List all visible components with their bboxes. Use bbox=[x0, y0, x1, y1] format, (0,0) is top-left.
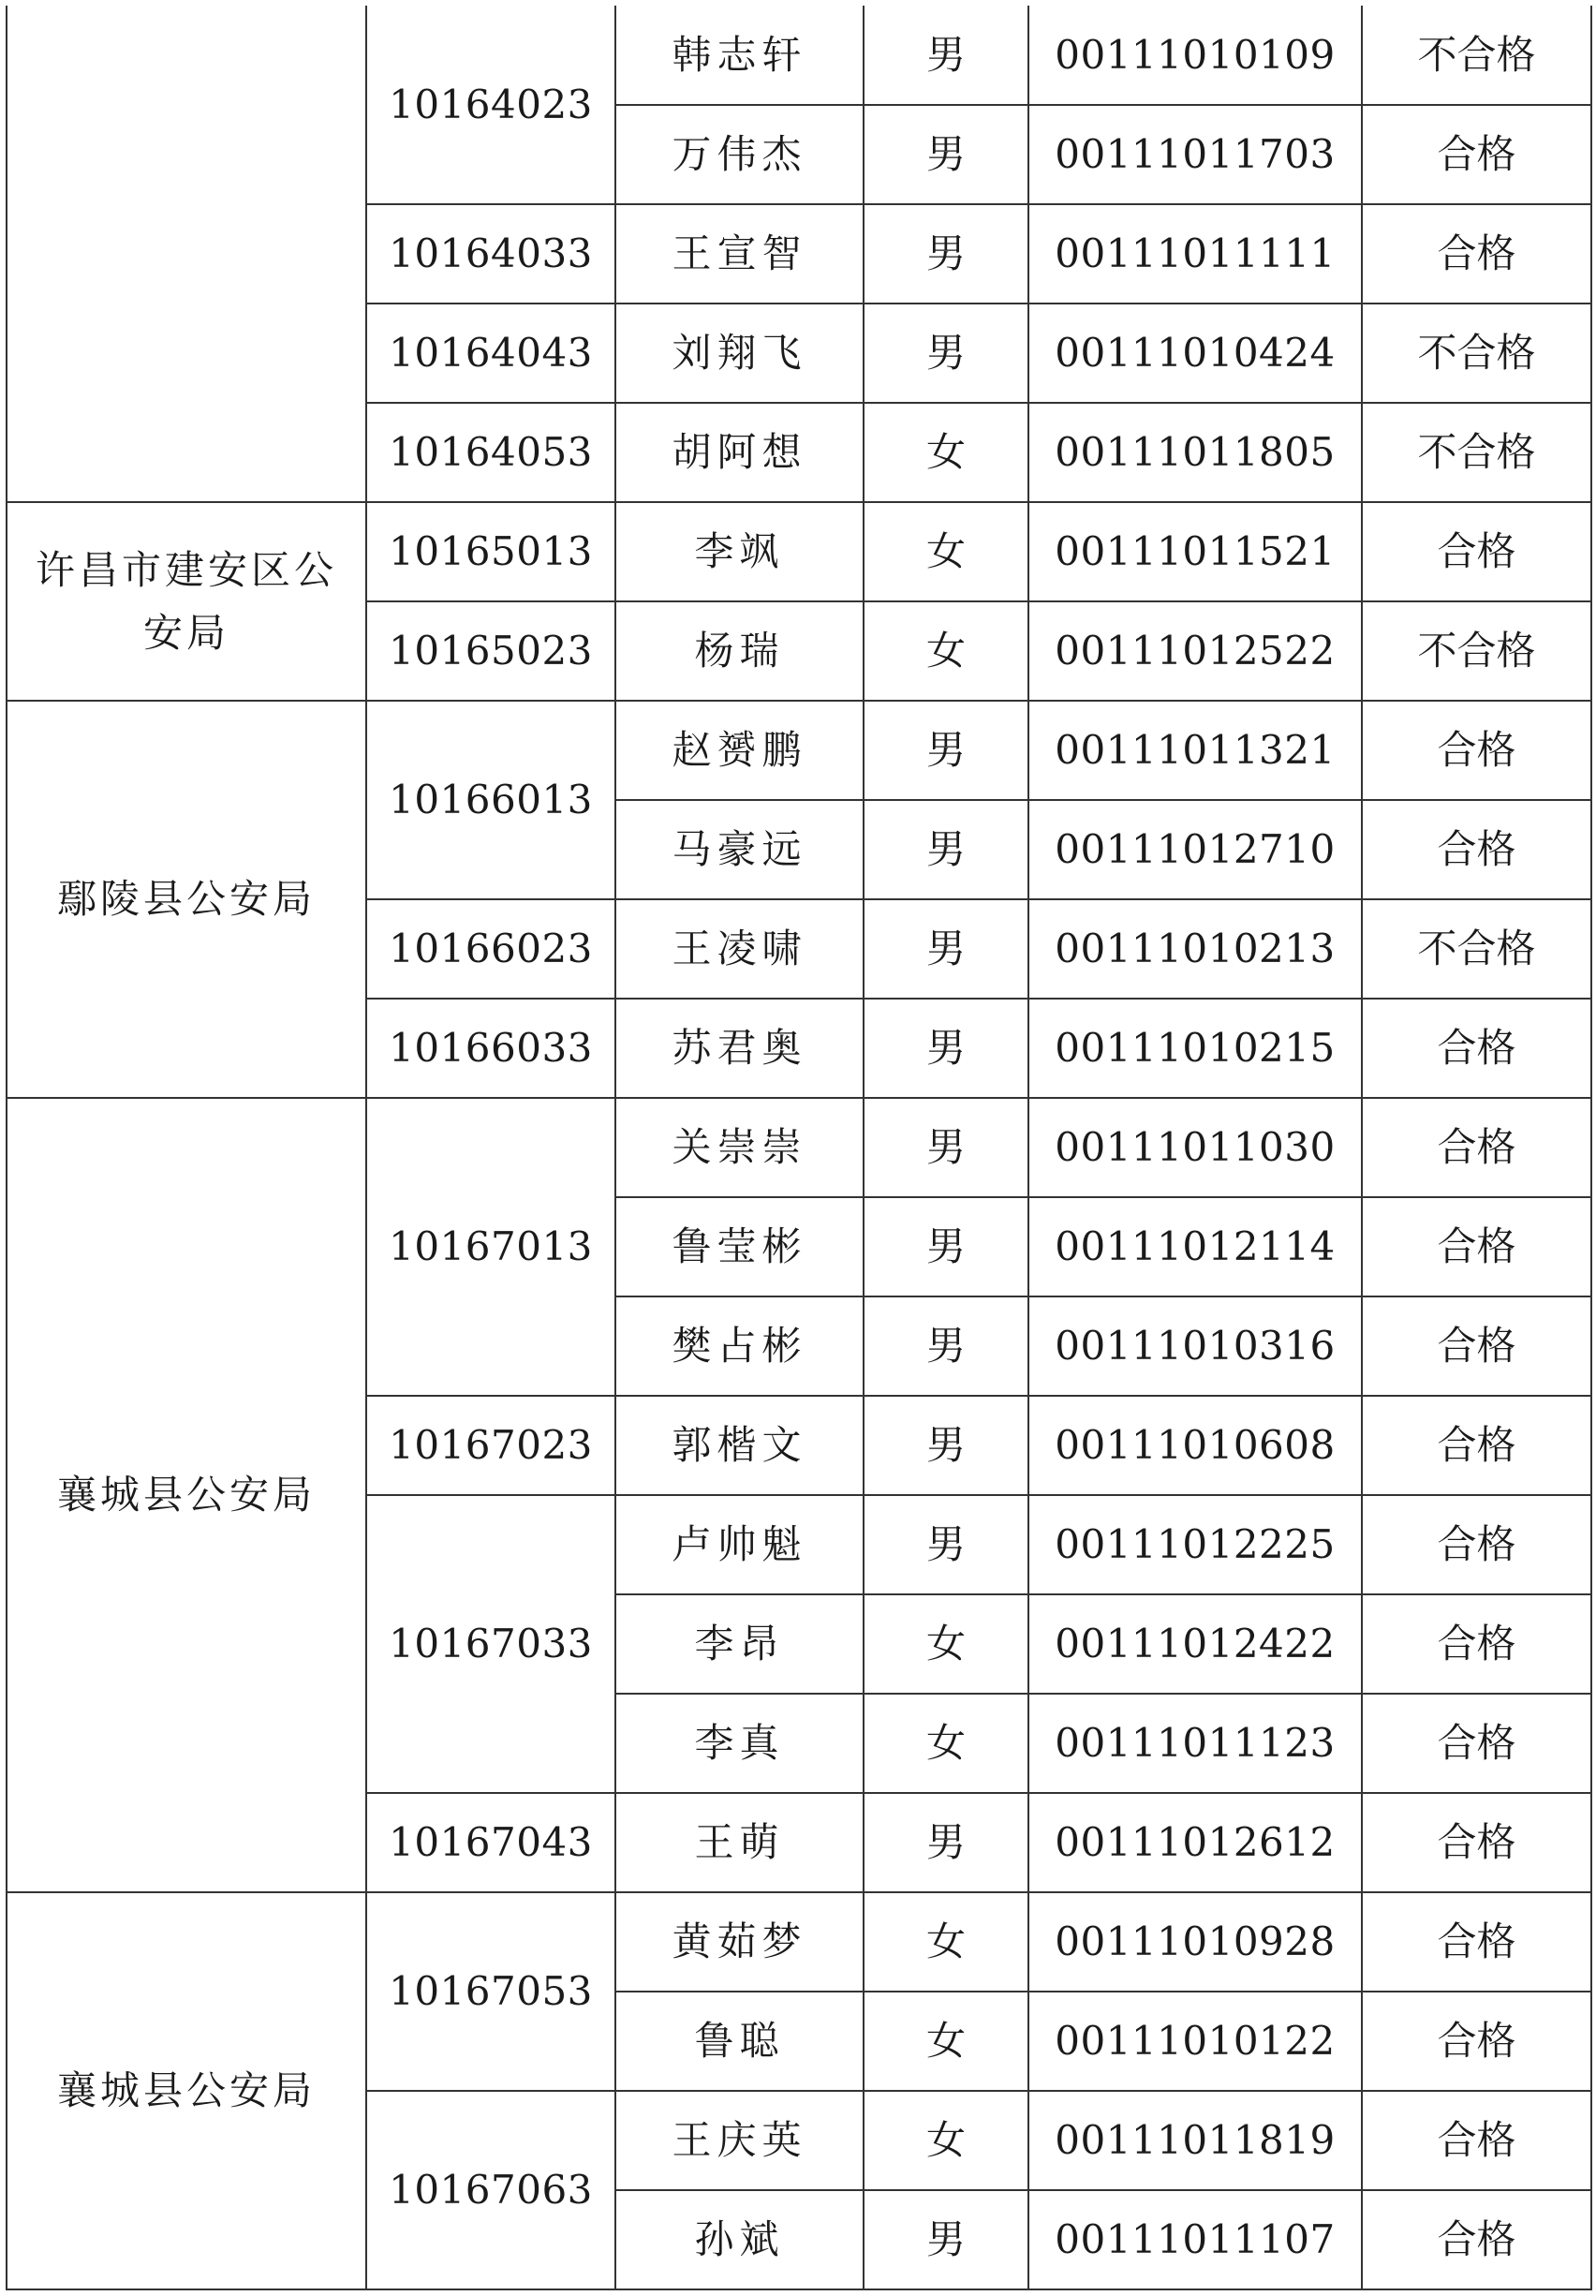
position-code-cell: 10164053 bbox=[366, 403, 615, 502]
name-cell: 苏君奥 bbox=[615, 999, 864, 1098]
gender-cell: 女 bbox=[864, 1992, 1028, 2091]
exam-number-cell: 00111010213 bbox=[1028, 899, 1362, 999]
exam-number-cell: 00111011703 bbox=[1028, 105, 1362, 204]
gender-cell: 男 bbox=[864, 1197, 1028, 1296]
result-cell: 合格 bbox=[1362, 1594, 1591, 1694]
name-cell: 孙斌 bbox=[615, 2190, 864, 2289]
gender-cell: 女 bbox=[864, 403, 1028, 502]
result-cell: 合格 bbox=[1362, 999, 1591, 1098]
exam-number-cell: 00111010122 bbox=[1028, 1992, 1362, 2091]
name-cell: 卢帅魁 bbox=[615, 1495, 864, 1594]
gender-cell: 女 bbox=[864, 601, 1028, 701]
exam-number-cell: 00111010316 bbox=[1028, 1296, 1362, 1396]
gender-cell: 男 bbox=[864, 999, 1028, 1098]
exam-number-cell: 00111011321 bbox=[1028, 701, 1362, 800]
result-cell: 合格 bbox=[1362, 800, 1591, 899]
name-cell: 李昂 bbox=[615, 1594, 864, 1694]
name-cell: 鲁莹彬 bbox=[615, 1197, 864, 1296]
table-row bbox=[7, 1098, 1591, 1197]
name-cell: 万伟杰 bbox=[615, 105, 864, 204]
result-cell: 不合格 bbox=[1362, 6, 1591, 105]
name-cell: 胡阿想 bbox=[615, 403, 864, 502]
result-cell: 合格 bbox=[1362, 1197, 1591, 1296]
gender-cell: 男 bbox=[864, 1098, 1028, 1197]
gender-cell: 男 bbox=[864, 2190, 1028, 2289]
table-row bbox=[7, 6, 1591, 105]
table-row bbox=[7, 1892, 1591, 1992]
result-cell: 合格 bbox=[1362, 1793, 1591, 1892]
gender-cell: 女 bbox=[864, 1892, 1028, 1992]
exam-number-cell: 00111011819 bbox=[1028, 2091, 1362, 2190]
exam-number-cell: 00111011521 bbox=[1028, 502, 1362, 601]
gender-cell: 男 bbox=[864, 1296, 1028, 1396]
name-cell: 郭楷文 bbox=[615, 1396, 864, 1495]
exam-number-cell: 00111012225 bbox=[1028, 1495, 1362, 1594]
position-code-cell: 10167063 bbox=[366, 2091, 615, 2289]
exam-number-cell: 00111010928 bbox=[1028, 1892, 1362, 1992]
result-cell: 不合格 bbox=[1362, 403, 1591, 502]
name-cell: 王萌 bbox=[615, 1793, 864, 1892]
name-cell: 刘翔飞 bbox=[615, 304, 864, 403]
result-cell: 合格 bbox=[1362, 1098, 1591, 1197]
result-cell: 合格 bbox=[1362, 105, 1591, 204]
exam-number-cell: 00111010608 bbox=[1028, 1396, 1362, 1495]
result-cell: 合格 bbox=[1362, 1495, 1591, 1594]
gender-cell: 男 bbox=[864, 800, 1028, 899]
result-cell: 不合格 bbox=[1362, 601, 1591, 701]
result-cell: 合格 bbox=[1362, 1296, 1591, 1396]
result-cell: 合格 bbox=[1362, 502, 1591, 601]
position-code-cell: 10166033 bbox=[366, 999, 615, 1098]
position-code-cell: 10167053 bbox=[366, 1892, 615, 2091]
gender-cell: 女 bbox=[864, 1694, 1028, 1793]
name-cell: 王庆英 bbox=[615, 2091, 864, 2190]
results-table bbox=[6, 6, 1592, 2290]
position-code-cell: 10165013 bbox=[366, 502, 615, 601]
gender-cell: 男 bbox=[864, 105, 1028, 204]
name-cell: 韩志轩 bbox=[615, 6, 864, 105]
position-code-cell: 10166013 bbox=[366, 701, 615, 899]
exam-number-cell: 00111010424 bbox=[1028, 304, 1362, 403]
result-cell: 不合格 bbox=[1362, 899, 1591, 999]
position-code-cell: 10167013 bbox=[366, 1098, 615, 1396]
name-cell: 鲁聪 bbox=[615, 1992, 864, 2091]
table-row bbox=[7, 701, 1591, 800]
gender-cell: 男 bbox=[864, 6, 1028, 105]
exam-number-cell: 00111011123 bbox=[1028, 1694, 1362, 1793]
name-cell: 马豪远 bbox=[615, 800, 864, 899]
unit-cell: 襄城县公安局 bbox=[7, 1892, 366, 2289]
gender-cell: 男 bbox=[864, 1396, 1028, 1495]
position-code-cell: 10164023 bbox=[366, 6, 615, 204]
position-code-cell: 10164033 bbox=[366, 204, 615, 304]
name-cell: 樊占彬 bbox=[615, 1296, 864, 1396]
unit-cell bbox=[7, 6, 366, 502]
unit-cell: 鄢陵县公安局 bbox=[7, 701, 366, 1098]
gender-cell: 男 bbox=[864, 899, 1028, 999]
exam-number-cell: 00111012422 bbox=[1028, 1594, 1362, 1694]
position-code-cell: 10165023 bbox=[366, 601, 615, 701]
result-cell: 不合格 bbox=[1362, 304, 1591, 403]
position-code-cell: 10167033 bbox=[366, 1495, 615, 1793]
exam-number-cell: 00111012710 bbox=[1028, 800, 1362, 899]
exam-number-cell: 00111011111 bbox=[1028, 204, 1362, 304]
result-cell: 合格 bbox=[1362, 1992, 1591, 2091]
exam-number-cell: 00111011107 bbox=[1028, 2190, 1362, 2289]
unit-cell: 襄城县公安局 bbox=[7, 1098, 366, 1892]
results-table-body bbox=[7, 6, 1591, 2289]
name-cell: 王宣智 bbox=[615, 204, 864, 304]
position-code-cell: 10167023 bbox=[366, 1396, 615, 1495]
position-code-cell: 10166023 bbox=[366, 899, 615, 999]
gender-cell: 男 bbox=[864, 701, 1028, 800]
exam-number-cell: 00111012522 bbox=[1028, 601, 1362, 701]
name-cell: 赵赟鹏 bbox=[615, 701, 864, 800]
exam-number-cell: 00111010109 bbox=[1028, 6, 1362, 105]
gender-cell: 男 bbox=[864, 304, 1028, 403]
name-cell: 李真 bbox=[615, 1694, 864, 1793]
exam-number-cell: 00111012114 bbox=[1028, 1197, 1362, 1296]
name-cell: 杨瑞 bbox=[615, 601, 864, 701]
result-cell: 合格 bbox=[1362, 2190, 1591, 2289]
gender-cell: 男 bbox=[864, 1793, 1028, 1892]
result-cell: 合格 bbox=[1362, 1892, 1591, 1992]
name-cell: 王凌啸 bbox=[615, 899, 864, 999]
gender-cell: 女 bbox=[864, 1594, 1028, 1694]
gender-cell: 女 bbox=[864, 502, 1028, 601]
name-cell: 关崇崇 bbox=[615, 1098, 864, 1197]
table-row bbox=[7, 502, 1591, 601]
unit-cell: 许昌市建安区公安局 bbox=[7, 502, 366, 701]
name-cell: 李飒 bbox=[615, 502, 864, 601]
name-cell: 黄茹梦 bbox=[615, 1892, 864, 1992]
result-cell: 合格 bbox=[1362, 701, 1591, 800]
gender-cell: 男 bbox=[864, 204, 1028, 304]
exam-number-cell: 00111011805 bbox=[1028, 403, 1362, 502]
gender-cell: 男 bbox=[864, 1495, 1028, 1594]
result-cell: 合格 bbox=[1362, 1396, 1591, 1495]
result-cell: 合格 bbox=[1362, 204, 1591, 304]
result-cell: 合格 bbox=[1362, 2091, 1591, 2190]
exam-number-cell: 00111010215 bbox=[1028, 999, 1362, 1098]
exam-number-cell: 00111012612 bbox=[1028, 1793, 1362, 1892]
result-cell: 合格 bbox=[1362, 1694, 1591, 1793]
position-code-cell: 10164043 bbox=[366, 304, 615, 403]
position-code-cell: 10167043 bbox=[366, 1793, 615, 1892]
gender-cell: 女 bbox=[864, 2091, 1028, 2190]
exam-number-cell: 00111011030 bbox=[1028, 1098, 1362, 1197]
